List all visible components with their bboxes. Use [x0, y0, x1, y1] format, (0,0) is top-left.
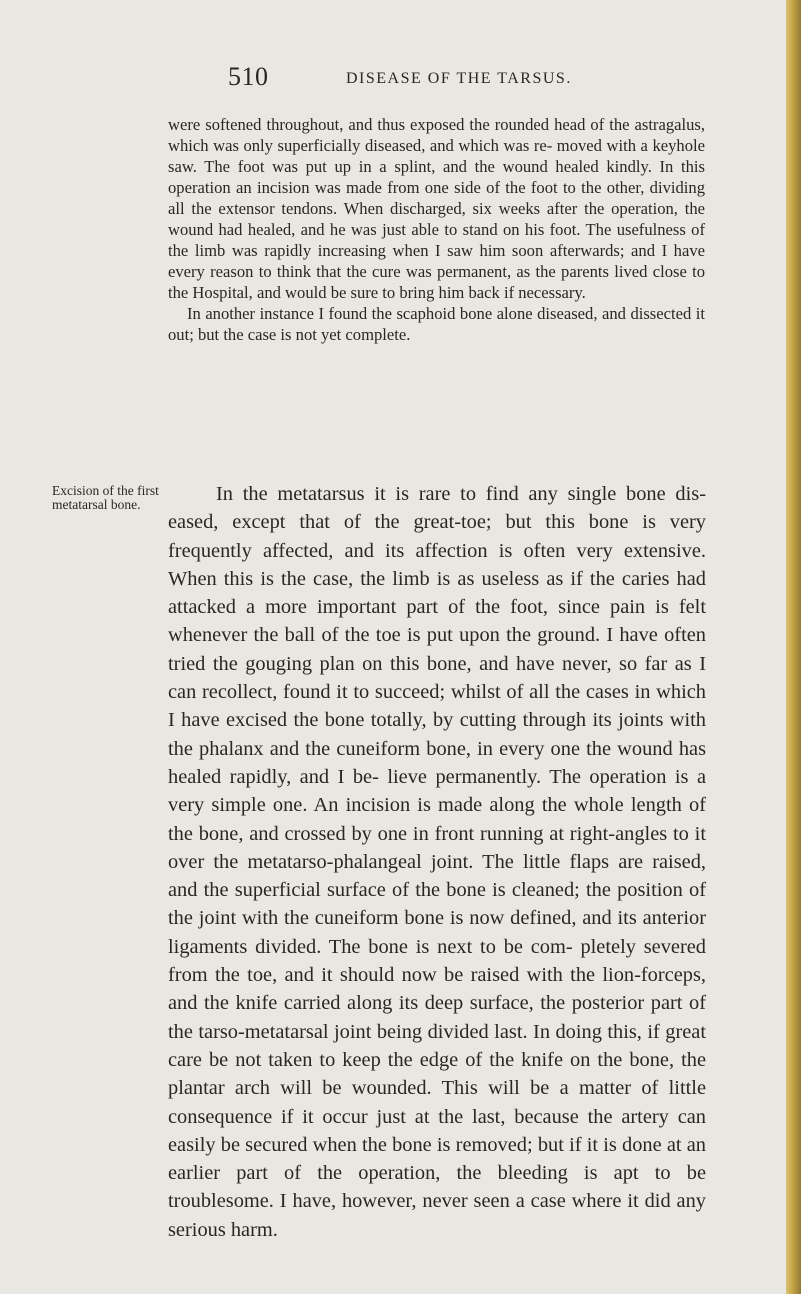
- page-number: 510: [228, 62, 269, 91]
- main-body-text: [168, 480, 706, 1244]
- running-head: DISEASE OF THE TARSUS.: [346, 70, 572, 87]
- paragraph: In another instance I found the scaphoid bone alone diseased, and dissected it out; but the case is not yet complete.: [168, 304, 705, 344]
- paragraph: In the metatarsus it is rare to find any single bone dis- eased, except that of the great-toe; but this bone is very frequently affected, and its affection is often very extensive. When this is the case, the limb is as useless as if the caries had attacked a more important part of the foot, since pain is felt whenever the ball of the toe is put upon the ground. I have often tried the gouging plan on this bone, and have never, so far as I can recollect, found it to succeed; whilst of all the cases in which I have excised the bone totally, by cutting through its joints with the phalanx and the cuneiform bone, in every one the wound has healed rapidly, and I be- lieve permanently. The operation is a very simple one. An incision is made along the whole length of the bone, and crossed by one in front running at right-angles to it over the metatarso-phalangeal joint. The little flaps are raised, and the superficial surface of the bone is cleaned; the position of the joint with the cuneiform bone is now defined, and its anterior ligaments divided. The bone is next to be com- pletely severed from the toe, and it should now be raised with the lion-forceps, and the knife carried along its deep surface, the posterior part of the tarso-metatarsal joint being divided last. In doing this, if great care be not taken to keep the edge of the knife on the bone, the plantar arch will be wounded. This will be a matter of little consequence if it occur just at the last, because the artery can easily be secured when the bone is removed; but if it is done at an earlier part of the operation, the bleeding is apt to be troublesome. I have, however, never seen a case where it did any serious harm.: [168, 483, 706, 1241]
- paragraph: were softened throughout, and thus exposed the rounded head of the astragalus, which was only superficially diseased, and which was re- moved with a keyhole saw. The foot was put up in a splint, and the wound healed kindly. In this operation an incision was made from one side of the foot to the other, dividing all the extensor tendons. When discharged, six weeks after the operation, the wound had healed, and he was just able to stand on his foot. The usefulness of the limb was rapidly increasing when I saw him soon afterwards; and I have every reason to think that the cure was permanent, as the parents lived close to the Hospital, and would be sure to bring him back if necessary.: [168, 115, 705, 302]
- margin-note: Excision of the first metatarsal bone.: [52, 483, 159, 512]
- page-header: [228, 62, 708, 92]
- case-report-text: [168, 114, 705, 345]
- page-edge: [786, 0, 801, 1294]
